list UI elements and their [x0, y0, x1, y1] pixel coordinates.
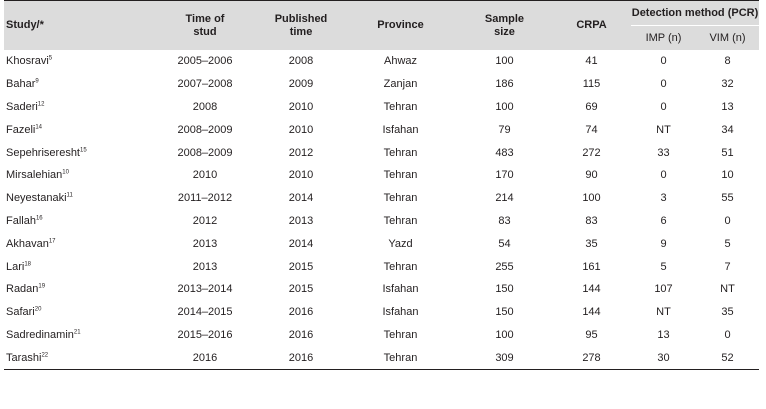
cell-vim: 35: [721, 306, 734, 319]
cell-province: Yazd: [388, 237, 413, 250]
cell-study: [4, 50, 152, 73]
cell-published: 2010: [288, 100, 314, 113]
table-row: [4, 324, 759, 347]
cell-province: Tehran: [383, 169, 418, 182]
reference-number: 20: [34, 306, 42, 313]
cell-sample: 214: [495, 192, 514, 205]
cell-sample: 100: [495, 55, 514, 68]
cell-published: 2009: [288, 78, 314, 91]
cell-time: 2016: [152, 346, 258, 369]
cell-sample: 170: [495, 169, 514, 182]
cell-published: 2008: [288, 55, 314, 68]
cell-vim: NT: [720, 283, 735, 296]
cell-vim: 55: [721, 192, 734, 205]
cell-vim: 13: [721, 100, 734, 113]
header-province: Province: [344, 1, 457, 51]
reference-number: 12: [37, 101, 45, 108]
reference-number: 14: [35, 124, 43, 131]
cell-sample: 186: [495, 78, 514, 91]
cell-sample: 255: [495, 260, 514, 273]
reference-number: 10: [62, 169, 69, 176]
cell-study: [4, 210, 152, 233]
cell-time: 2013–2014: [177, 283, 233, 296]
table-row: [4, 210, 759, 233]
cell-sample: 150: [495, 283, 514, 296]
header-crpa: CRPA: [552, 1, 631, 51]
cell-crpa: 69: [585, 100, 598, 113]
cell-sample: 150: [495, 306, 514, 319]
cell-time: 2007–2008: [177, 78, 233, 91]
cell-time: 2008: [192, 100, 218, 113]
study-author: Mirsalehian: [6, 169, 63, 182]
reference-number: 22: [41, 352, 49, 359]
cell-study: [4, 278, 152, 301]
table-row: [4, 141, 759, 164]
cell-province: Isfahan: [382, 283, 419, 296]
study-author: Radan: [6, 283, 39, 296]
cell-sample: 100: [495, 100, 514, 113]
header-time-of-study: Time of stud: [152, 1, 258, 51]
cell-published: 2012: [288, 146, 314, 159]
cell-vim: 5: [724, 237, 731, 250]
cell-imp: 3: [660, 192, 667, 205]
cell-study: [4, 73, 152, 96]
study-author: Akhavan: [6, 237, 49, 250]
study-author: Saderi: [6, 100, 38, 113]
header-detection-method: Detection method (PCR): [631, 1, 759, 26]
cell-time: 2010: [192, 169, 218, 182]
cell-province: Tehran: [383, 260, 418, 273]
table-row: [4, 73, 759, 96]
cell-imp: 107: [654, 283, 673, 296]
cell-crpa: 144: [582, 283, 601, 296]
cell-crpa: 161: [582, 260, 601, 273]
cell-published: 2014: [288, 237, 314, 250]
cell-study: [4, 255, 152, 278]
cell-study: [4, 141, 152, 164]
header-published-time: Published time: [258, 1, 344, 51]
table-row: [4, 164, 759, 187]
cell-crpa: 74: [585, 123, 598, 136]
study-author: Fazeli: [6, 123, 36, 136]
table-row: [4, 187, 759, 210]
cell-imp: 6: [660, 214, 667, 227]
studies-table: [4, 0, 759, 370]
cell-study: [4, 187, 152, 210]
cell-vim: 51: [721, 146, 734, 159]
cell-crpa: 35: [585, 237, 598, 250]
cell-time: 2005–2006: [177, 55, 233, 68]
cell-province: Tehran: [383, 328, 418, 341]
study-author: Bahar: [6, 78, 36, 91]
reference-number: 5: [48, 55, 53, 62]
table-row: [4, 346, 759, 369]
study-author: Lari: [6, 260, 25, 273]
cell-sample: 100: [495, 328, 514, 341]
study-author: Safari: [6, 306, 35, 319]
study-author: Neyestanaki: [6, 192, 67, 205]
cell-study: [4, 301, 152, 324]
cell-crpa: 100: [582, 192, 601, 205]
cell-imp: 0: [660, 78, 667, 91]
cell-imp: 5: [660, 260, 667, 273]
cell-province: Tehran: [383, 192, 418, 205]
cell-crpa: 115: [582, 78, 601, 91]
cell-province: Ahwaz: [383, 55, 418, 68]
cell-province: Isfahan: [382, 123, 419, 136]
cell-published: 2014: [288, 192, 314, 205]
cell-published: 2015: [288, 283, 314, 296]
cell-imp: 33: [657, 146, 670, 159]
reference-number: 18: [24, 260, 32, 267]
table-row: [4, 301, 759, 324]
header-imp: IMP (n): [631, 26, 696, 51]
cell-study: [4, 164, 152, 187]
cell-vim: 52: [696, 346, 759, 369]
study-author: Tarashi: [6, 351, 42, 364]
cell-sample: 79: [498, 123, 511, 136]
cell-time: 2008–2009: [177, 123, 233, 136]
cell-published: 2016: [258, 346, 344, 369]
cell-imp: 0: [660, 169, 667, 182]
reference-number: 17: [48, 238, 56, 245]
cell-crpa: 144: [582, 306, 601, 319]
study-author: Khosravi: [6, 55, 49, 68]
cell-time: 2015–2016: [177, 328, 233, 341]
cell-imp: 0: [660, 55, 667, 68]
cell-vim: 7: [724, 260, 731, 273]
cell-imp: NT: [656, 123, 671, 136]
table-row: [4, 232, 759, 255]
cell-province: Isfahan: [382, 306, 419, 319]
cell-study: [4, 118, 152, 141]
cell-crpa: 83: [585, 214, 598, 227]
cell-province: Tehran: [383, 100, 418, 113]
cell-study: [4, 324, 152, 347]
cell-vim: 8: [724, 55, 731, 68]
cell-published: 2016: [288, 306, 314, 319]
cell-study: [4, 346, 152, 369]
cell-time: 2012: [192, 214, 218, 227]
reference-number: 16: [35, 215, 43, 222]
cell-vim: 34: [721, 123, 734, 136]
cell-imp: 0: [660, 100, 667, 113]
cell-vim: 0: [724, 214, 731, 227]
cell-imp: NT: [656, 306, 671, 319]
cell-vim: 10: [721, 169, 734, 182]
cell-vim: 32: [721, 78, 734, 91]
cell-province: Tehran: [383, 214, 418, 227]
cell-crpa: 278: [552, 346, 631, 369]
cell-vim: 0: [724, 328, 731, 341]
table-body: [4, 50, 759, 370]
reference-number: 15: [80, 146, 87, 153]
study-author: Sepehriseresht: [6, 146, 80, 159]
cell-sample: 483: [495, 146, 514, 159]
cell-time: 2011–2012: [177, 192, 233, 205]
reference-number: 21: [73, 329, 81, 336]
reference-number: 11: [66, 192, 73, 199]
cell-sample: 54: [498, 237, 511, 250]
header-vim: VIM (n): [696, 26, 759, 51]
cell-imp: 9: [660, 237, 667, 250]
cell-province: Zanjan: [383, 78, 418, 91]
study-author: Fallah: [6, 214, 36, 227]
table-row: [4, 255, 759, 278]
table-row: [4, 96, 759, 119]
cell-published: 2016: [288, 328, 314, 341]
header-study: Study/*: [4, 1, 152, 51]
cell-province: Tehran: [383, 146, 418, 159]
cell-crpa: 90: [585, 169, 598, 182]
cell-sample: 83: [498, 214, 511, 227]
cell-published: 2010: [288, 169, 314, 182]
cell-published: 2015: [288, 260, 314, 273]
header-sample-size: Sample size: [457, 1, 552, 51]
cell-time: 2013: [192, 237, 218, 250]
table-header: [4, 1, 759, 51]
cell-crpa: 95: [585, 328, 598, 341]
table-row: [4, 50, 759, 73]
cell-published: 2013: [288, 214, 314, 227]
cell-study: [4, 232, 152, 255]
cell-published: 2010: [288, 123, 314, 136]
table-row: [4, 118, 759, 141]
cell-imp: 13: [657, 328, 670, 341]
table-row: [4, 278, 759, 301]
cell-crpa: 272: [582, 146, 601, 159]
cell-crpa: 41: [585, 55, 598, 68]
cell-time: 2014–2015: [177, 306, 233, 319]
study-author: Sadredinamin: [6, 328, 74, 341]
reference-number: 9: [35, 78, 39, 85]
cell-province: Tehran: [344, 346, 457, 369]
cell-study: [4, 96, 152, 119]
cell-imp: 30: [631, 346, 696, 369]
reference-number: 19: [38, 283, 46, 290]
cell-time: 2013: [192, 260, 218, 273]
cell-time: 2008–2009: [177, 146, 233, 159]
cell-sample: 309: [457, 346, 552, 369]
